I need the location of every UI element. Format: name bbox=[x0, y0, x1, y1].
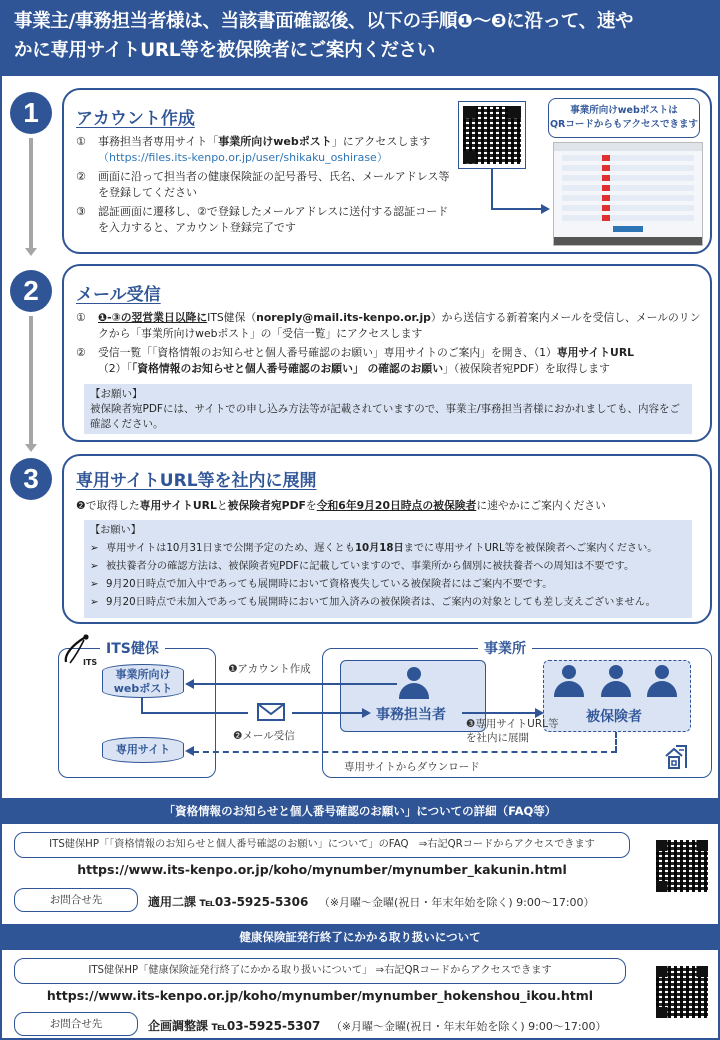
arrow-left-icon bbox=[185, 679, 194, 689]
faq-section-header: 「資格情報のお知らせと個人番号確認のお願い」についての詳細（FAQ等） bbox=[0, 798, 720, 824]
step-2-items bbox=[76, 310, 706, 380]
account-creation-line bbox=[192, 683, 397, 685]
qr-connector bbox=[491, 208, 541, 210]
step-3-badge: 3 bbox=[10, 458, 52, 500]
building-icon bbox=[664, 744, 688, 770]
list-item: ② 画面に沿って担当者の健康保険証の記号番号、氏名、メールアドレス等を登録してください bbox=[76, 170, 450, 199]
arrow-label-mail: ❷メール受信 bbox=[233, 730, 295, 742]
hoken-link-pill[interactable]: ITS健保HP「健康保険証発行終了にかかる取り扱いについて」 ⇒右記QRコードからアクセスできます bbox=[14, 958, 626, 984]
list-item: ① 事務担当者専用サイト「事業所向けwebポスト」にアクセスします （https://files.its-kenpo.or.jp/user/shikaku_oshirase） bbox=[76, 135, 431, 164]
step-connector-2 bbox=[29, 316, 33, 444]
list-item: ③ 認証画面に遷移し、②で登録したメールアドレスに送付する認証コードを入力すると、アカウント登録完了です bbox=[76, 205, 449, 234]
hoken-contact-label: お問合せ先 bbox=[14, 1012, 138, 1036]
step-2-badge: 2 bbox=[10, 270, 52, 312]
person-icon bbox=[554, 665, 584, 699]
insured-label: 被保険者 bbox=[586, 709, 642, 725]
person-icon bbox=[399, 667, 429, 701]
arrow-left-icon bbox=[185, 746, 194, 756]
webpost-database: 事業所向け webポスト bbox=[102, 664, 184, 698]
list-item: ➢ 9月20日時点で未加入であっても展開時において加入済みの被保険者は、ご案内の対象としても差し支えございません。 bbox=[90, 597, 656, 608]
qr-callout-bubble: 事業所向けwebポストは QRコードからもアクセスできます bbox=[548, 98, 700, 138]
office-label: 事業所 bbox=[478, 638, 532, 658]
mail-line bbox=[141, 712, 248, 714]
step-3-card bbox=[62, 454, 712, 624]
staff-label: 事務担当者 bbox=[376, 707, 446, 723]
sender-email: noreply@mail.its-kenpo.or.jp bbox=[256, 311, 431, 324]
mail-icon bbox=[257, 703, 285, 721]
step-1-badge: 1 bbox=[10, 92, 52, 134]
its-logo-text: ITS bbox=[83, 658, 98, 667]
webpost-screenshot bbox=[553, 142, 703, 246]
person-icon bbox=[601, 665, 631, 699]
faq-contact-label: お問合せ先 bbox=[14, 888, 138, 912]
webpost-url-link[interactable]: （https://files.its-kenpo.or.jp/user/shikaku_oshirase） bbox=[98, 151, 388, 164]
arrow-label-account: ❶アカウント作成 bbox=[228, 663, 311, 675]
step-3-title: 専用サイトURL等を社内に展開 bbox=[76, 471, 317, 491]
hoken-qr-code[interactable] bbox=[652, 962, 712, 1022]
hoken-contact: 企画調整課 ℡03-5925-5307 （※月曜～金曜(祝日・年末年始を除く) 9:00～17:00） bbox=[148, 1019, 607, 1033]
download-line bbox=[193, 751, 617, 753]
hoken-phone: ℡03-5925-5307 bbox=[211, 1019, 321, 1033]
qr-connector bbox=[491, 169, 493, 209]
download-label: 専用サイトからダウンロード bbox=[344, 761, 480, 773]
list-item: ① ❶-③の翌営業日以降にITS健保（noreply@mail.its-kenpo.or.jp）から送信する新着案内メールを受信し、メールのリンクから「事業所向けwebポスト」の「受信一覧」にアクセスします bbox=[76, 311, 701, 340]
faq-link-pill[interactable]: ITS健保HP「「資格情報のお知らせと個人番号確認のお願い」について」のFAQ ⇒右記QRコードからアクセスできます bbox=[14, 832, 630, 858]
step-1-title: アカウント作成 bbox=[76, 109, 195, 129]
header-title-line1: 事業主/事務担当者様は、当該書面確認後、以下の手順❶～❸に沿って、速や bbox=[14, 11, 634, 32]
arrow-down-icon bbox=[25, 444, 37, 452]
list-item: ➢ 被扶養者分の確認方法は、被保険者宛PDFに記載していますので、事業所から個別に被扶養者への周知は不要です。 bbox=[90, 561, 635, 572]
webpost-qr-code[interactable] bbox=[458, 101, 526, 169]
step-connector-1 bbox=[29, 138, 33, 248]
step-1-items bbox=[76, 134, 456, 239]
arrow-label-share: ❸専用サイトURL等 を社内に展開 bbox=[466, 718, 559, 744]
arrow-right-icon bbox=[362, 708, 371, 718]
faq-contact: 適用二課 ℡03-5925-5306 （※月曜～金曜(祝日・年末年始を除く) 9:00～17:00） bbox=[148, 895, 595, 909]
step-3-lead: ❷で取得した専用サイトURLと被保険者宛PDFを令和6年9月20日時点の被保険者に速やかにご案内ください bbox=[76, 499, 606, 512]
mail-line bbox=[292, 712, 362, 714]
step-3-note: 【お願い】 ➢ 専用サイトは10月31日まで公開予定のため、遅くとも10月18日までに専用サイトURL等を被保険者へご案内ください。 ➢ 被扶養者分の確認方法は、被保険者宛PDFに記載していますので、事業所から個別に被扶養者への周知は不要です。 ➢ 9月20日時点で加入中であっても展開時において資格喪失している被保険者にはご案内不要です。 ➢ 9月20日時点で未加入であっても展開時において加入済みの被保険者は、ご案内の対象としても差し支えございません。 bbox=[84, 520, 692, 618]
faq-phone: ℡03-5925-5306 bbox=[199, 895, 309, 909]
list-item: ➢ 9月20日時点で加入中であっても展開時において資格喪失している被保険者にはご案内不要です。 bbox=[90, 579, 553, 590]
step-2-title: メール受信 bbox=[76, 285, 161, 305]
dedicated-site-database: 専用サイト bbox=[102, 737, 184, 763]
person-icon bbox=[647, 665, 677, 699]
hoken-section-header: 健康保険証発行終了にかかる取り扱いについて bbox=[0, 924, 720, 950]
header-title-line2: かに専用サイトURL等を被保険者にご案内ください bbox=[14, 40, 436, 61]
share-line bbox=[462, 712, 535, 714]
page-header bbox=[0, 0, 720, 76]
step-2-note: 【お願い】 被保険者宛PDFには、サイトでの申し込み方法等が記載されていますので、事業主/事務担当者様におかれましても、内容をご確認ください。 bbox=[84, 384, 692, 434]
list-item: ② 受信一覧「「資格情報のお知らせと個人番号確認のお願い」専用サイトのご案内」を開き、（1）専用サイトURL （2）「「資格情報のお知らせと個人番号確認のお願い」 の確認のお願い」（被保険者宛PDF）を取得します bbox=[76, 346, 635, 375]
arrow-down-icon bbox=[25, 248, 37, 256]
step-2-card bbox=[62, 264, 712, 442]
hoken-url[interactable]: https://www.its-kenpo.or.jp/koho/mynumber/mynumber_hokenshou_ikou.html bbox=[46, 988, 594, 1003]
faq-url[interactable]: https://www.its-kenpo.or.jp/koho/mynumber/mynumber_kakunin.html bbox=[77, 862, 567, 877]
arrow-right-icon bbox=[541, 204, 550, 214]
download-line bbox=[615, 732, 617, 752]
list-item: ➢ 専用サイトは10月31日まで公開予定のため、遅くとも10月18日までに専用サイトURL等を被保険者へご案内ください。 bbox=[90, 543, 658, 554]
its-kenpo-label: ITS健保 bbox=[100, 638, 165, 658]
mail-line bbox=[141, 698, 143, 713]
faq-qr-code[interactable] bbox=[652, 836, 712, 896]
